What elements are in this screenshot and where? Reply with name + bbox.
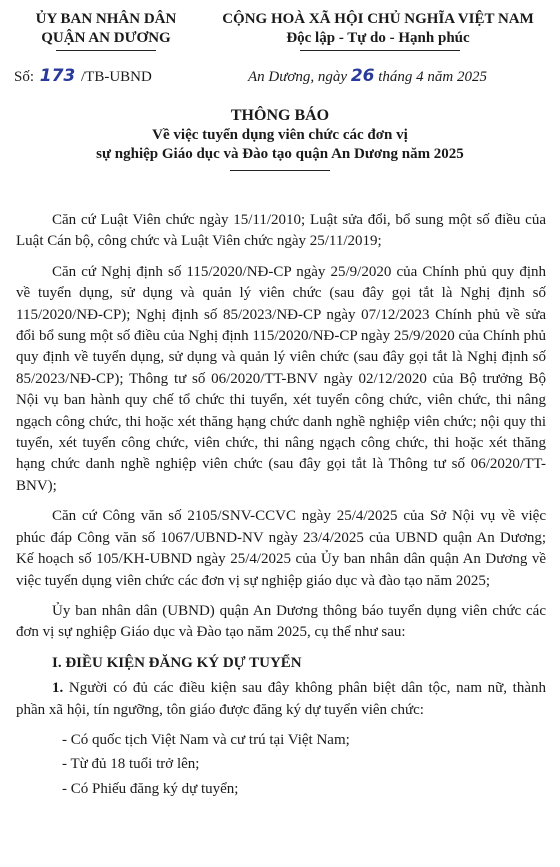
title-main: THÔNG BÁO xyxy=(230,107,330,124)
list-item: - Có quốc tịch Việt Nam và cư trú tại Việt Nam; xyxy=(62,731,350,748)
list-item: - Từ đủ 18 tuổi trở lên; xyxy=(62,756,200,773)
org-underline xyxy=(56,50,156,51)
org-line-1: ỦY BAN NHÂN DÂN xyxy=(35,11,177,27)
clause-text: Người có đủ các điều kiện sau đây không phân biệt dân tộc, nam nữ, thành phần xã hội, tín ngưỡng, tôn giáo được đăng ký dự tuyển viên chức: xyxy=(16,680,546,718)
list-item: - Có Phiếu đăng ký dự tuyển; xyxy=(62,780,239,797)
issue-date xyxy=(248,66,487,86)
paragraph-legal-basis-3: Căn cứ Công văn số 2105/SNV-CCVC ngày 25/4/2025 của Sở Nội vụ về việc phúc đáp Công văn số 1067/UBND-NV ngày 23/4/2025 của UBND quận An Dương; Kế hoạch số 105/KH-UBND ngày 25/4/2025 của Ủy ban nhân dân quận An Dương về việc tuyển dụng viên chức các đơn vị sự nghiệp giáo dục và đào tạo năm 2025; xyxy=(16,508,546,589)
nation-line-1: CỘNG HOÀ XÃ HỘI CHỦ NGHĨA VIỆT NAM xyxy=(222,11,534,27)
date-after: tháng 4 năm 2025 xyxy=(378,69,488,85)
title-sub-1: Về việc tuyển dụng viên chức các đơn vị xyxy=(152,127,408,143)
clause-number: 1. xyxy=(52,680,64,697)
issuing-authority xyxy=(6,10,206,48)
document-body xyxy=(16,210,546,803)
paragraph-legal-basis-2: Căn cứ Nghị định số 115/2020/NĐ-CP ngày 25/9/2020 của Chính phủ quy định về tuyển dụng, sử dụng và quản lý viên chức (sau đây gọi tắt là Nghị định số 115/2020/NĐ-CP); Nghị định số 85/2023/NĐ-CP ngày 07/12/2023 Chính phủ về sửa đổi bổ sung một số điều của Nghị định 115/2020/NĐ-CP ngày 25/9/2020 của Chính phủ quy định về tuyển dụng, sử dụng và quản lý viên chức (sau đây gọi tắt là Nghị định số 85/2023/NĐ-CP); Thông tư số 06/2020/TT-BNV ngày 02/12/2020 của Bộ trưởng Bộ Nội vụ ban hành quy chế tổ chức thi tuyển, xét tuyển công chức, viên chức, thi nâng ngạch công chức, thi hoặc xét thăng hạng chức danh nghề nghiệp viên chức; nội quy thi tuyển, xét tuyển công chức, viên chức, thi nâng ngạch công chức, thi hoặc xét thăng hạng chức danh nghề nghiệp viên chức (sau đây gọi tắt là Thông tư số 06/2020/TT-BNV); xyxy=(16,263,546,494)
paragraph-legal-basis-1: Căn cứ Luật Viên chức ngày 15/11/2010; Luật sửa đổi, bổ sung một số điều của Luật Cán bộ, công chức và Luật Viên chức ngày 25/11/2019; xyxy=(16,212,546,250)
national-title xyxy=(200,10,556,48)
ref-handwritten-number: 173 xyxy=(39,66,76,86)
org-line-2: QUẬN AN DƯƠNG xyxy=(41,30,171,46)
paragraph-announcement: Ủy ban nhân dân (UBND) quận An Dương thông báo tuyển dụng viên chức các đơn vị sự nghiệp Giáo dục và Đào tạo năm 2025, cụ thể như sau: xyxy=(16,602,546,641)
document-title xyxy=(0,106,560,171)
ref-prefix: Số: xyxy=(14,69,35,85)
reference-number xyxy=(14,66,152,86)
date-handwritten-day: 26 xyxy=(350,66,375,86)
motto-underline xyxy=(300,50,460,51)
date-before: An Dương, ngày xyxy=(248,69,348,85)
section-heading: I. ĐIỀU KIỆN ĐĂNG KÝ DỰ TUYỂN xyxy=(52,654,302,671)
nation-line-2: Độc lập - Tự do - Hạnh phúc xyxy=(286,30,470,46)
ref-suffix: /TB-UBND xyxy=(81,69,152,85)
title-sub-2: sự nghiệp Giáo dục và Đào tạo quận An Dương năm 2025 xyxy=(96,146,464,162)
title-underline xyxy=(230,170,330,171)
section-paragraph-1 xyxy=(16,678,546,721)
